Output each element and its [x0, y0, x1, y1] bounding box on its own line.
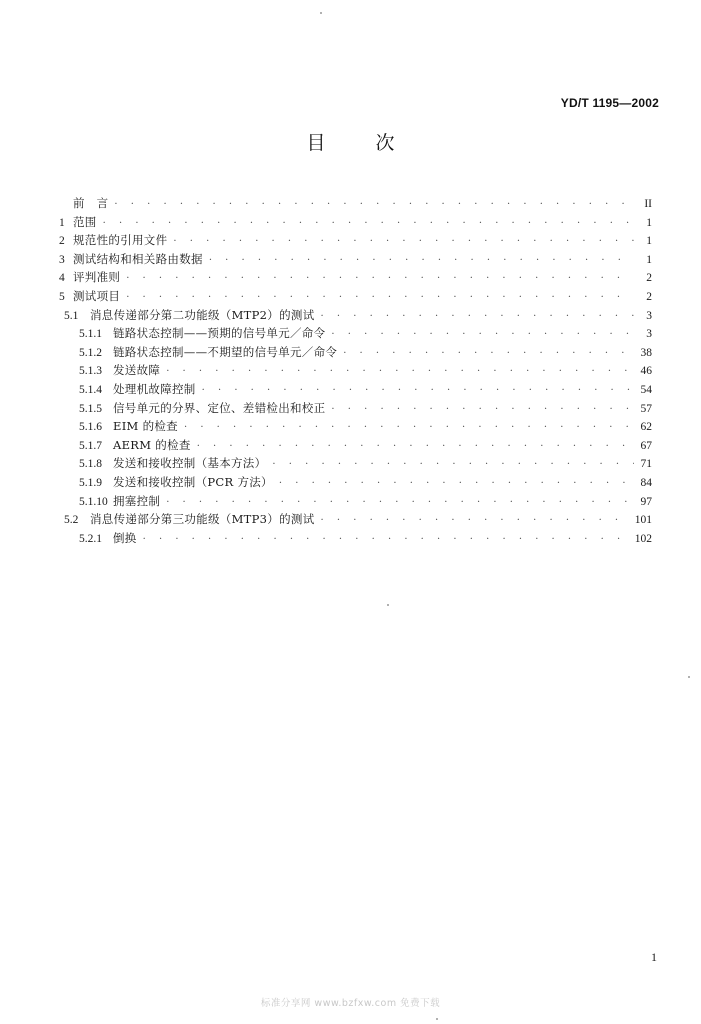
toc-entry-number: 5.1.5 [79, 402, 102, 415]
dot-leader [166, 363, 634, 382]
toc-entry-label: 发送和接收控制（基本方法） [113, 456, 267, 471]
toc-entry-label: 链路状态控制——预期的信号单元／命令 [113, 326, 326, 341]
toc-entry-page: 62 [640, 421, 652, 434]
toc-entry-number: 5.1.6 [79, 421, 102, 434]
toc-entry-label: 消息传递部分第二功能级（MTP2）的测试 [90, 307, 315, 322]
toc-entry-label: EIM 的检查 [113, 419, 178, 434]
toc-entry-label: 链路状态控制——不期望的信号单元／命令 [113, 344, 338, 359]
dot-leader [209, 252, 634, 271]
toc-entry-page: 1 [646, 235, 652, 248]
dot-leader [184, 419, 634, 438]
toc-entry-label: 范围 [73, 214, 97, 229]
toc-entry-page: 3 [646, 328, 652, 341]
toc-entry-label: 发送和接收控制（PCR 方法） [113, 474, 273, 489]
toc-entry-5-1-6[interactable] [59, 417, 652, 436]
toc-entry-label: 测试项目 [73, 288, 121, 303]
dot-leader [114, 196, 634, 215]
toc-entry-page: 57 [640, 402, 652, 415]
toc-entry-label: 发送故障 [113, 363, 161, 378]
dot-leader [279, 475, 634, 494]
toc-entry-2[interactable] [59, 231, 652, 250]
toc-entry-number: 5.1.8 [79, 458, 102, 471]
toc-entry-5-1-10[interactable] [59, 492, 652, 511]
toc-entry-label: 倒换 [113, 530, 137, 545]
toc-entry-page: 1 [646, 253, 652, 266]
toc-entry-page: 67 [640, 439, 652, 452]
toc-entry-label: 信号单元的分界、定位、差错检出和校正 [113, 400, 326, 415]
watermark: 标准分享网 www.bzfxw.com 免费下载 [260, 998, 441, 1009]
toc-entry-label: 处理机故障控制 [113, 381, 196, 396]
toc-entry-number: 4 [59, 272, 65, 285]
dot-leader [272, 456, 634, 475]
toc-entry-5-1-3[interactable] [59, 361, 652, 380]
toc-entry-number: 5.1.4 [79, 383, 102, 396]
toc-entry-5-1-7[interactable] [59, 436, 652, 455]
toc-entry-number: 5.1.10 [79, 495, 108, 508]
toc-entry-label: 测试结构和相关路由数据 [73, 251, 203, 266]
dot-leader [321, 308, 635, 327]
toc-entry-page: 2 [646, 290, 652, 303]
toc-entry-label: 前 言 [73, 196, 109, 210]
standard-code: YD/T 1195—2002 [560, 96, 659, 110]
table-of-contents [59, 194, 652, 547]
toc-entry-number: 3 [59, 253, 65, 266]
dot-leader [143, 531, 629, 550]
toc-entry-5-1-5[interactable] [59, 399, 652, 418]
dot-leader [331, 401, 634, 420]
dot-leader [321, 512, 629, 531]
toc-entry-page: 38 [640, 346, 652, 359]
toc-title [0, 128, 701, 155]
toc-entry-foreword[interactable] [59, 194, 652, 213]
toc-title-char-1: 目 [306, 132, 326, 154]
toc-entry-number: 5.1.1 [79, 328, 102, 341]
toc-entry-3[interactable] [59, 250, 652, 269]
toc-entry-page: 101 [634, 514, 652, 527]
toc-entry-page: 54 [640, 383, 652, 396]
dot-leader [331, 326, 634, 345]
toc-entry-5-1-8[interactable] [59, 454, 652, 473]
scan-speck [436, 1018, 438, 1020]
toc-entry-5-1[interactable] [59, 306, 652, 325]
scan-speck [320, 12, 322, 14]
dot-leader [103, 215, 634, 234]
toc-entry-5-1-2[interactable] [59, 343, 652, 362]
scan-speck [688, 676, 690, 678]
toc-entry-page: 71 [640, 458, 652, 471]
toc-entry-number: 5.2.1 [79, 532, 102, 545]
toc-entry-number: 5.1.2 [79, 346, 102, 359]
toc-entry-number: 5.1.3 [79, 365, 102, 378]
toc-entry-number: 5 [59, 290, 65, 303]
toc-entry-number: 5.1 [64, 309, 79, 322]
toc-entry-5[interactable] [59, 287, 652, 306]
toc-entry-page: 46 [640, 365, 652, 378]
toc-entry-page: 97 [640, 495, 652, 508]
scan-speck [387, 604, 389, 606]
toc-entry-label: 评判准则 [73, 270, 121, 285]
toc-entry-5-1-9[interactable] [59, 473, 652, 492]
dot-leader [126, 270, 634, 289]
toc-entry-5-1-1[interactable] [59, 324, 652, 343]
toc-entry-page: 2 [646, 272, 652, 285]
toc-entry-number: 2 [59, 235, 65, 248]
toc-entry-label: 拥塞控制 [113, 493, 161, 508]
toc-entry-5-2-1[interactable] [59, 529, 652, 548]
toc-entry-number: 5.1.7 [79, 439, 102, 452]
toc-entry-page: 102 [634, 532, 652, 545]
toc-entry-1[interactable] [59, 213, 652, 232]
toc-entry-page: 3 [646, 309, 652, 322]
toc-entry-page: 84 [640, 476, 652, 489]
toc-entry-page: II [644, 198, 652, 210]
toc-entry-label: 规范性的引用文件 [73, 233, 168, 248]
toc-entry-5-2[interactable] [59, 510, 652, 529]
toc-entry-page: 1 [646, 216, 652, 229]
toc-title-char-2: 次 [375, 132, 395, 154]
toc-entry-label: AERM 的检查 [113, 437, 191, 452]
dot-leader [343, 345, 634, 364]
dot-leader [173, 233, 634, 252]
page-number: 1 [651, 950, 657, 964]
toc-entry-4[interactable] [59, 268, 652, 287]
toc-entry-5-1-4[interactable] [59, 380, 652, 399]
toc-entry-label: 消息传递部分第三功能级（MTP3）的测试 [90, 512, 315, 527]
toc-entry-number: 5.2 [64, 514, 79, 527]
toc-entry-number: 5.1.9 [79, 476, 102, 489]
toc-entry-number: 1 [59, 216, 65, 229]
